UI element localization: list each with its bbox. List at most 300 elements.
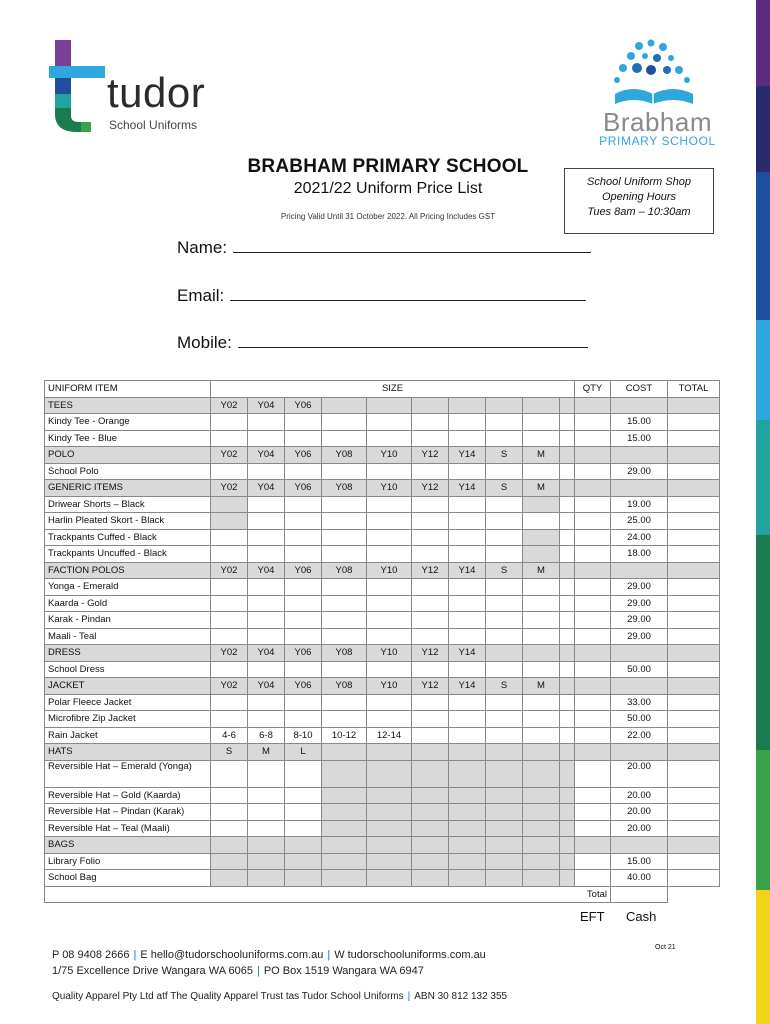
size-qty-cell[interactable] bbox=[486, 529, 523, 546]
size-qty-cell[interactable] bbox=[285, 430, 322, 447]
section-label: GENERIC ITEMS bbox=[45, 480, 211, 497]
size-qty-cell[interactable] bbox=[449, 496, 486, 513]
size-qty-cell[interactable] bbox=[322, 711, 367, 728]
size-qty-cell[interactable] bbox=[367, 546, 412, 563]
total-cell bbox=[668, 645, 720, 662]
size-qty-cell[interactable] bbox=[322, 804, 367, 821]
size-qty-cell[interactable] bbox=[486, 612, 523, 629]
size-qty-cell[interactable] bbox=[367, 661, 412, 678]
size-qty-cell[interactable] bbox=[486, 694, 523, 711]
item-label: Trackpants Cuffed - Black bbox=[45, 529, 211, 546]
size-qty-cell[interactable] bbox=[449, 787, 486, 804]
size-qty-cell[interactable] bbox=[248, 579, 285, 596]
footer-website[interactable]: W tudorschooluniforms.com.au bbox=[334, 949, 486, 961]
size-qty-cell[interactable] bbox=[486, 711, 523, 728]
size-qty-cell[interactable] bbox=[486, 546, 523, 563]
size-qty-cell[interactable] bbox=[523, 579, 560, 596]
size-qty-cell[interactable] bbox=[248, 595, 285, 612]
size-qty-cell[interactable] bbox=[248, 513, 285, 530]
total-cell[interactable] bbox=[668, 612, 720, 629]
size-cell bbox=[486, 645, 523, 662]
footer-address-line: 1/75 Excellence Drive Wangara WA 6065 | PO Box 1519 Wangara WA 6947 bbox=[52, 965, 424, 977]
cost-cell: 50.00 bbox=[611, 711, 668, 728]
size-qty-cell[interactable] bbox=[560, 661, 575, 678]
size-qty-cell[interactable] bbox=[322, 546, 367, 563]
size-qty-cell[interactable] bbox=[486, 463, 523, 480]
size-qty-cell[interactable] bbox=[449, 529, 486, 546]
mobile-input-line[interactable] bbox=[238, 333, 588, 348]
size-qty-cell[interactable] bbox=[560, 760, 575, 787]
size-label: Y12 bbox=[412, 562, 449, 579]
size-qty-cell[interactable] bbox=[285, 870, 322, 887]
size-qty-cell[interactable] bbox=[211, 414, 248, 431]
eft-option[interactable]: EFT bbox=[580, 909, 605, 924]
cost-cell: 20.00 bbox=[611, 760, 668, 787]
size-qty-cell[interactable] bbox=[211, 820, 248, 837]
size-qty-cell[interactable] bbox=[523, 760, 560, 787]
size-qty-cell[interactable] bbox=[412, 612, 449, 629]
size-qty-cell[interactable] bbox=[449, 853, 486, 870]
size-qty-cell[interactable] bbox=[367, 612, 412, 629]
total-cell[interactable] bbox=[668, 529, 720, 546]
size-qty-cell[interactable] bbox=[322, 853, 367, 870]
total-cell[interactable] bbox=[668, 513, 720, 530]
size-qty-cell[interactable] bbox=[367, 414, 412, 431]
size-qty-cell[interactable] bbox=[211, 546, 248, 563]
cash-option[interactable]: Cash bbox=[626, 909, 657, 924]
size-qty-cell[interactable] bbox=[248, 694, 285, 711]
size-qty-cell[interactable] bbox=[211, 579, 248, 596]
total-cell[interactable] bbox=[668, 430, 720, 447]
size-qty-cell[interactable] bbox=[412, 760, 449, 787]
size-qty-cell[interactable] bbox=[248, 546, 285, 563]
size-qty-cell[interactable] bbox=[285, 414, 322, 431]
size-qty-cell[interactable] bbox=[412, 579, 449, 596]
size-qty-cell[interactable] bbox=[248, 787, 285, 804]
size-qty-cell[interactable] bbox=[367, 513, 412, 530]
size-qty-cell[interactable] bbox=[449, 595, 486, 612]
size-qty-cell[interactable] bbox=[211, 661, 248, 678]
total-cell[interactable] bbox=[668, 579, 720, 596]
size-qty-cell[interactable] bbox=[211, 870, 248, 887]
size-qty-cell[interactable] bbox=[285, 661, 322, 678]
size-qty-cell[interactable] bbox=[322, 787, 367, 804]
size-qty-cell[interactable] bbox=[486, 820, 523, 837]
size-label: Y02 bbox=[211, 447, 248, 464]
name-field[interactable] bbox=[177, 238, 591, 258]
size-qty-cell[interactable] bbox=[322, 612, 367, 629]
qty-cell[interactable] bbox=[575, 760, 611, 787]
size-qty-cell[interactable] bbox=[486, 628, 523, 645]
size-qty-cell[interactable] bbox=[486, 414, 523, 431]
size-qty-cell[interactable] bbox=[412, 546, 449, 563]
qty-cell[interactable] bbox=[575, 820, 611, 837]
name-input-line[interactable] bbox=[233, 238, 591, 253]
size-qty-cell[interactable] bbox=[412, 870, 449, 887]
size-qty-cell[interactable] bbox=[322, 820, 367, 837]
size-cell bbox=[449, 744, 486, 761]
size-cell bbox=[560, 480, 575, 497]
size-qty-cell[interactable] bbox=[449, 579, 486, 596]
size-qty-cell[interactable] bbox=[285, 804, 322, 821]
qty-cell[interactable] bbox=[575, 463, 611, 480]
size-qty-cell[interactable] bbox=[560, 496, 575, 513]
size-qty-cell[interactable] bbox=[211, 787, 248, 804]
size-qty-cell[interactable] bbox=[322, 529, 367, 546]
total-cell[interactable] bbox=[668, 853, 720, 870]
size-qty-cell[interactable] bbox=[486, 496, 523, 513]
footer-pobox: PO Box 1519 Wangara WA 6947 bbox=[263, 965, 424, 977]
total-cell[interactable] bbox=[668, 546, 720, 563]
item-label: Driwear Shorts – Black bbox=[45, 496, 211, 513]
size-qty-cell[interactable] bbox=[560, 820, 575, 837]
size-qty-cell[interactable] bbox=[412, 628, 449, 645]
size-qty-cell[interactable] bbox=[412, 711, 449, 728]
size-qty-cell[interactable] bbox=[449, 820, 486, 837]
size-qty-cell[interactable] bbox=[449, 870, 486, 887]
email-input-line[interactable] bbox=[230, 286, 586, 301]
size-qty-cell[interactable] bbox=[322, 628, 367, 645]
size-qty-cell[interactable] bbox=[367, 628, 412, 645]
size-qty-cell[interactable] bbox=[248, 760, 285, 787]
total-cell[interactable] bbox=[668, 496, 720, 513]
table-section-row bbox=[45, 562, 720, 579]
size-qty-cell[interactable] bbox=[211, 804, 248, 821]
size-qty-cell[interactable] bbox=[486, 579, 523, 596]
total-cell[interactable] bbox=[668, 870, 720, 887]
size-qty-cell[interactable] bbox=[211, 628, 248, 645]
item-label: Karak - Pindan bbox=[45, 612, 211, 629]
total-cell[interactable] bbox=[668, 595, 720, 612]
size-cell bbox=[486, 837, 523, 854]
size-qty-cell[interactable] bbox=[560, 414, 575, 431]
size-qty-cell[interactable] bbox=[449, 628, 486, 645]
size-qty-cell[interactable] bbox=[211, 711, 248, 728]
size-qty-cell[interactable] bbox=[523, 804, 560, 821]
size-qty-cell[interactable] bbox=[367, 804, 412, 821]
size-qty-cell[interactable] bbox=[486, 804, 523, 821]
qty-cell[interactable] bbox=[575, 414, 611, 431]
size-qty-cell[interactable] bbox=[523, 787, 560, 804]
qty-cell bbox=[575, 397, 611, 414]
size-qty-cell[interactable] bbox=[285, 546, 322, 563]
qty-cell[interactable] bbox=[575, 628, 611, 645]
size-qty-cell[interactable] bbox=[211, 612, 248, 629]
size-qty-cell[interactable] bbox=[560, 711, 575, 728]
size-qty-cell[interactable] bbox=[560, 853, 575, 870]
total-cell[interactable] bbox=[668, 820, 720, 837]
size-qty-cell[interactable] bbox=[560, 430, 575, 447]
size-qty-cell[interactable] bbox=[285, 628, 322, 645]
size-qty-cell[interactable] bbox=[449, 612, 486, 629]
size-qty-cell[interactable] bbox=[560, 694, 575, 711]
size-qty-cell[interactable] bbox=[449, 804, 486, 821]
size-qty-cell[interactable] bbox=[367, 787, 412, 804]
size-qty-cell[interactable] bbox=[285, 513, 322, 530]
size-qty-cell[interactable] bbox=[412, 853, 449, 870]
tudor-logo bbox=[45, 38, 235, 134]
size-qty-cell[interactable] bbox=[285, 579, 322, 596]
size-qty-cell[interactable] bbox=[560, 804, 575, 821]
size-qty-cell[interactable] bbox=[211, 694, 248, 711]
cost-cell: 29.00 bbox=[611, 628, 668, 645]
size-qty-cell[interactable] bbox=[412, 414, 449, 431]
size-qty-cell[interactable] bbox=[560, 787, 575, 804]
size-qty-cell[interactable] bbox=[523, 870, 560, 887]
total-cell[interactable] bbox=[668, 661, 720, 678]
size-qty-cell[interactable] bbox=[322, 694, 367, 711]
size-cell bbox=[449, 837, 486, 854]
size-qty-cell[interactable] bbox=[560, 529, 575, 546]
size-qty-cell[interactable] bbox=[211, 463, 248, 480]
size-qty-cell[interactable] bbox=[412, 727, 449, 744]
size-qty-cell[interactable] bbox=[523, 853, 560, 870]
qty-cell[interactable] bbox=[575, 661, 611, 678]
size-qty-cell[interactable] bbox=[211, 760, 248, 787]
size-qty-cell[interactable] bbox=[322, 414, 367, 431]
size-qty-cell[interactable] bbox=[449, 414, 486, 431]
size-qty-cell[interactable] bbox=[560, 595, 575, 612]
qty-cell[interactable] bbox=[575, 579, 611, 596]
size-qty-cell[interactable] bbox=[449, 513, 486, 530]
size-qty-cell[interactable] bbox=[322, 870, 367, 887]
size-qty-cell[interactable] bbox=[285, 612, 322, 629]
qty-cell[interactable] bbox=[575, 595, 611, 612]
size-qty-cell[interactable] bbox=[412, 496, 449, 513]
size-qty-cell[interactable] bbox=[412, 430, 449, 447]
size-qty-cell[interactable] bbox=[248, 870, 285, 887]
size-qty-cell[interactable] bbox=[560, 870, 575, 887]
size-qty-cell[interactable] bbox=[412, 787, 449, 804]
size-qty-cell[interactable] bbox=[486, 661, 523, 678]
size-qty-cell[interactable] bbox=[449, 430, 486, 447]
table-row bbox=[45, 430, 720, 447]
size-qty-cell[interactable] bbox=[367, 529, 412, 546]
table-row bbox=[45, 804, 720, 821]
size-qty-cell[interactable] bbox=[412, 513, 449, 530]
size-qty-cell[interactable] bbox=[412, 661, 449, 678]
size-qty-cell[interactable] bbox=[412, 694, 449, 711]
size-qty-cell[interactable] bbox=[367, 579, 412, 596]
qty-cell[interactable] bbox=[575, 711, 611, 728]
size-qty-cell[interactable] bbox=[449, 760, 486, 787]
size-qty-cell[interactable] bbox=[367, 496, 412, 513]
size-qty-cell[interactable] bbox=[449, 463, 486, 480]
size-qty-cell[interactable] bbox=[523, 496, 560, 513]
size-qty-cell[interactable] bbox=[486, 513, 523, 530]
size-qty-cell[interactable] bbox=[211, 430, 248, 447]
size-qty-cell[interactable] bbox=[285, 463, 322, 480]
size-qty-cell[interactable] bbox=[248, 496, 285, 513]
size-qty-cell[interactable] bbox=[523, 513, 560, 530]
size-qty-cell[interactable] bbox=[523, 430, 560, 447]
size-qty-cell[interactable] bbox=[322, 579, 367, 596]
size-qty-cell[interactable] bbox=[523, 463, 560, 480]
size-qty-cell[interactable] bbox=[367, 760, 412, 787]
size-qty-cell[interactable] bbox=[285, 694, 322, 711]
size-qty-cell[interactable] bbox=[248, 661, 285, 678]
size-qty-cell[interactable] bbox=[248, 820, 285, 837]
size-qty-cell[interactable] bbox=[248, 853, 285, 870]
size-qty-cell[interactable] bbox=[412, 804, 449, 821]
total-cell[interactable] bbox=[668, 727, 720, 744]
qty-cell[interactable] bbox=[575, 694, 611, 711]
size-qty-cell[interactable] bbox=[322, 661, 367, 678]
size-qty-cell[interactable] bbox=[248, 804, 285, 821]
size-qty-cell[interactable] bbox=[560, 612, 575, 629]
size-cell bbox=[523, 645, 560, 662]
total-cell[interactable] bbox=[668, 711, 720, 728]
size-qty-cell[interactable] bbox=[486, 760, 523, 787]
total-cell[interactable] bbox=[668, 463, 720, 480]
footer-email[interactable]: E hello@tudorschooluniforms.com.au bbox=[140, 949, 324, 961]
size-qty-cell[interactable] bbox=[322, 496, 367, 513]
total-cell[interactable] bbox=[668, 804, 720, 821]
size-qty-cell[interactable] bbox=[367, 595, 412, 612]
size-qty-cell[interactable] bbox=[412, 820, 449, 837]
qty-cell[interactable] bbox=[575, 496, 611, 513]
size-qty-cell[interactable] bbox=[367, 430, 412, 447]
size-qty-cell[interactable] bbox=[211, 496, 248, 513]
size-qty-cell[interactable] bbox=[285, 711, 322, 728]
size-qty-cell[interactable] bbox=[486, 787, 523, 804]
size-qty-cell[interactable] bbox=[523, 529, 560, 546]
qty-cell[interactable] bbox=[575, 546, 611, 563]
cost-cell: 15.00 bbox=[611, 414, 668, 431]
size-qty-cell[interactable] bbox=[285, 853, 322, 870]
size-qty-cell[interactable] bbox=[560, 463, 575, 480]
tudor-t-mark-icon bbox=[45, 38, 107, 134]
size-qty-cell[interactable] bbox=[486, 727, 523, 744]
size-qty-cell[interactable] bbox=[412, 595, 449, 612]
size-qty-cell[interactable] bbox=[248, 430, 285, 447]
qty-cell[interactable] bbox=[575, 804, 611, 821]
size-qty-cell[interactable] bbox=[523, 820, 560, 837]
size-qty-cell[interactable] bbox=[322, 760, 367, 787]
item-label: Rain Jacket bbox=[45, 727, 211, 744]
size-qty-cell[interactable] bbox=[560, 727, 575, 744]
size-qty-cell[interactable] bbox=[523, 711, 560, 728]
size-qty-cell[interactable] bbox=[285, 529, 322, 546]
size-label: Y06 bbox=[285, 480, 322, 497]
size-qty-cell[interactable] bbox=[449, 661, 486, 678]
qty-cell[interactable] bbox=[575, 853, 611, 870]
email-field[interactable] bbox=[177, 286, 586, 306]
item-label: Reversible Hat – Teal (Maali) bbox=[45, 820, 211, 837]
size-qty-cell[interactable] bbox=[486, 430, 523, 447]
size-qty-cell[interactable] bbox=[211, 513, 248, 530]
size-qty-cell[interactable] bbox=[486, 870, 523, 887]
size-qty-cell[interactable] bbox=[449, 546, 486, 563]
size-qty-cell[interactable] bbox=[211, 853, 248, 870]
size-qty-cell[interactable] bbox=[449, 694, 486, 711]
size-qty-cell[interactable] bbox=[486, 595, 523, 612]
item-label: School Dress bbox=[45, 661, 211, 678]
total-cell[interactable] bbox=[668, 760, 720, 787]
size-qty-cell[interactable] bbox=[560, 546, 575, 563]
size-qty-cell[interactable] bbox=[523, 546, 560, 563]
size-qty-cell[interactable] bbox=[367, 870, 412, 887]
total-cell[interactable] bbox=[668, 628, 720, 645]
mobile-field[interactable] bbox=[177, 333, 588, 353]
size-qty-cell[interactable] bbox=[486, 853, 523, 870]
qty-cell[interactable] bbox=[575, 430, 611, 447]
table-section-row bbox=[45, 480, 720, 497]
size-qty-cell[interactable] bbox=[285, 820, 322, 837]
qty-cell[interactable] bbox=[575, 513, 611, 530]
size-qty-cell[interactable] bbox=[248, 711, 285, 728]
item-label: Reversible Hat – Emerald (Yonga) bbox=[45, 760, 211, 787]
table-section-row bbox=[45, 678, 720, 695]
footer-address: 1/75 Excellence Drive Wangara WA 6065 bbox=[52, 965, 253, 977]
size-qty-cell[interactable] bbox=[322, 430, 367, 447]
size-cell bbox=[322, 837, 367, 854]
size-qty-cell[interactable] bbox=[523, 628, 560, 645]
size-qty-cell[interactable] bbox=[523, 661, 560, 678]
cost-cell: 20.00 bbox=[611, 787, 668, 804]
size-qty-cell[interactable] bbox=[322, 463, 367, 480]
size-qty-cell[interactable] bbox=[523, 612, 560, 629]
size-label: Y06 bbox=[285, 447, 322, 464]
size-cell bbox=[523, 397, 560, 414]
qty-cell[interactable] bbox=[575, 727, 611, 744]
item-label: Kaarda - Gold bbox=[45, 595, 211, 612]
size-qty-cell[interactable] bbox=[367, 820, 412, 837]
size-qty-cell[interactable] bbox=[248, 529, 285, 546]
size-qty-cell[interactable] bbox=[367, 853, 412, 870]
size-qty-cell[interactable] bbox=[367, 463, 412, 480]
size-qty-cell[interactable] bbox=[523, 414, 560, 431]
size-label: S bbox=[486, 447, 523, 464]
size-qty-cell[interactable] bbox=[560, 628, 575, 645]
size-qty-cell[interactable] bbox=[285, 595, 322, 612]
size-qty-cell[interactable] bbox=[248, 463, 285, 480]
size-qty-cell[interactable] bbox=[367, 694, 412, 711]
qty-cell[interactable] bbox=[575, 870, 611, 887]
size-qty-cell[interactable] bbox=[523, 727, 560, 744]
size-qty-cell[interactable] bbox=[322, 513, 367, 530]
size-cell bbox=[486, 397, 523, 414]
size-qty-cell[interactable] bbox=[285, 496, 322, 513]
qty-cell[interactable] bbox=[575, 787, 611, 804]
size-qty-cell[interactable] bbox=[211, 529, 248, 546]
total-cell[interactable] bbox=[668, 414, 720, 431]
size-qty-cell[interactable] bbox=[248, 628, 285, 645]
size-label: Y06 bbox=[285, 562, 322, 579]
size-qty-cell[interactable] bbox=[367, 711, 412, 728]
size-qty-cell[interactable] bbox=[285, 787, 322, 804]
size-qty-cell[interactable] bbox=[285, 760, 322, 787]
size-qty-cell[interactable] bbox=[412, 463, 449, 480]
total-cell[interactable] bbox=[668, 787, 720, 804]
size-label: Y08 bbox=[322, 480, 367, 497]
size-qty-cell[interactable] bbox=[248, 414, 285, 431]
size-qty-cell[interactable] bbox=[248, 612, 285, 629]
size-qty-cell[interactable] bbox=[412, 529, 449, 546]
size-qty-cell[interactable] bbox=[211, 595, 248, 612]
size-qty-cell[interactable] bbox=[560, 513, 575, 530]
qty-cell[interactable] bbox=[575, 612, 611, 629]
size-qty-cell[interactable] bbox=[523, 595, 560, 612]
size-qty-cell[interactable] bbox=[322, 595, 367, 612]
qty-cell[interactable] bbox=[575, 529, 611, 546]
size-qty-cell[interactable] bbox=[523, 694, 560, 711]
size-qty-cell[interactable] bbox=[560, 579, 575, 596]
size-qty-cell[interactable] bbox=[449, 727, 486, 744]
grand-total-cell[interactable] bbox=[611, 886, 668, 903]
size-qty-cell[interactable] bbox=[449, 711, 486, 728]
total-cell[interactable] bbox=[668, 694, 720, 711]
